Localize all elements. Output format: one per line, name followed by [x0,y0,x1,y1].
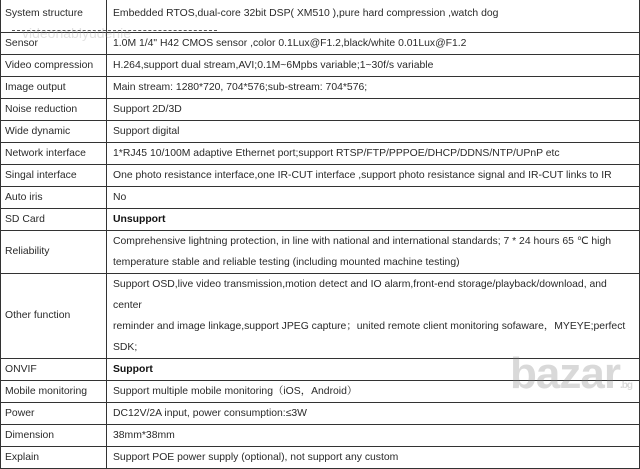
spec-label: Mobile monitoring [1,380,107,402]
spec-value: 1*RJ45 10/100M adaptive Ethernet port;support RTSP/FTP/PPPOE/DHCP/DDNS/NTP/UPnP etc [107,142,640,164]
spec-label: Auto iris [1,186,107,208]
spec-label: Reliability [1,230,107,273]
spec-label: Dimension [1,424,107,446]
spec-row [1,230,640,273]
spec-label: Sensor [1,32,107,54]
spec-row [1,186,640,208]
spec-value: H.264,support dual stream,AVI;0.1M~6Mpbs variable;1~30f/s variable [107,54,640,76]
watermark-brand: bazar [510,349,620,398]
spec-value: Support 2D/3D [107,98,640,120]
spec-value: Support POE power supply (optional), not support any custom [107,446,640,468]
spec-label: Power [1,402,107,424]
spec-label: Explain [1,446,107,468]
spec-label: Wide dynamic [1,120,107,142]
spec-label: ONVIF [1,358,107,380]
spec-row [1,98,640,120]
spec-row [1,273,640,358]
spec-label: System structure [1,0,107,32]
spec-row [1,120,640,142]
spec-value: Embedded RTOS,dual-core 32bit DSP( XM510 ),pure hard compression ,watch dog [107,0,640,32]
spec-label: Network interface [1,142,107,164]
spec-label: Noise reduction [1,98,107,120]
spec-label: Image output [1,76,107,98]
spec-row [1,446,640,468]
spec-row [1,424,640,446]
spec-value: One photo resistance interface,one IR-CUT interface ,support photo resistance signal and IR-CUT links to IR [107,164,640,186]
spec-row [1,54,640,76]
faint-watermark: videonablyudenie [22,25,131,41]
spec-value [107,230,640,273]
spec-value: DC12V/2A input, power consumption:≤3W [107,402,640,424]
spec-value [107,273,640,358]
spec-value-line: temperature stable and reliable testing (including mounted machine testing) [113,256,460,268]
spec-value: No [107,186,640,208]
spec-value-line: Support OSD,live video transmission,motion detect and IO alarm,front-end storage/playback/download, and center [113,278,607,311]
spec-value: Support digital [107,120,640,142]
spec-label: Video compression [1,54,107,76]
spec-value-line: Comprehensive lightning protection, in line with national and international standards; 7 * 24 hours 65 ℃ high [113,235,612,247]
spec-value: Support multiple mobile monitoring（iOS，Android） [107,380,640,402]
spec-row [1,164,640,186]
spec-label: SD Card [1,208,107,230]
spec-row [1,76,640,98]
spec-value: 1.0M 1/4" H42 CMOS sensor ,color 0.1Lux@F1.2,black/white 0.01Lux@F1.2 [107,32,640,54]
bazar-watermark-logo [510,350,632,410]
spec-label: Singal interface [1,164,107,186]
spec-value: 38mm*38mm [107,424,640,446]
spec-value-line: reminder and image linkage,support JPEG capture；united remote client monitoring sofaware，MYEYE;perfect SDK; [113,320,626,353]
spec-value: Unsupport [107,208,640,230]
spec-row [1,208,640,230]
spec-value: Support [107,358,640,380]
spec-value: Main stream: 1280*720, 704*576;sub-stream: 704*576; [107,76,640,98]
watermark-tld: .bg [620,380,632,391]
spec-label: Other function [1,273,107,358]
spec-row [1,142,640,164]
